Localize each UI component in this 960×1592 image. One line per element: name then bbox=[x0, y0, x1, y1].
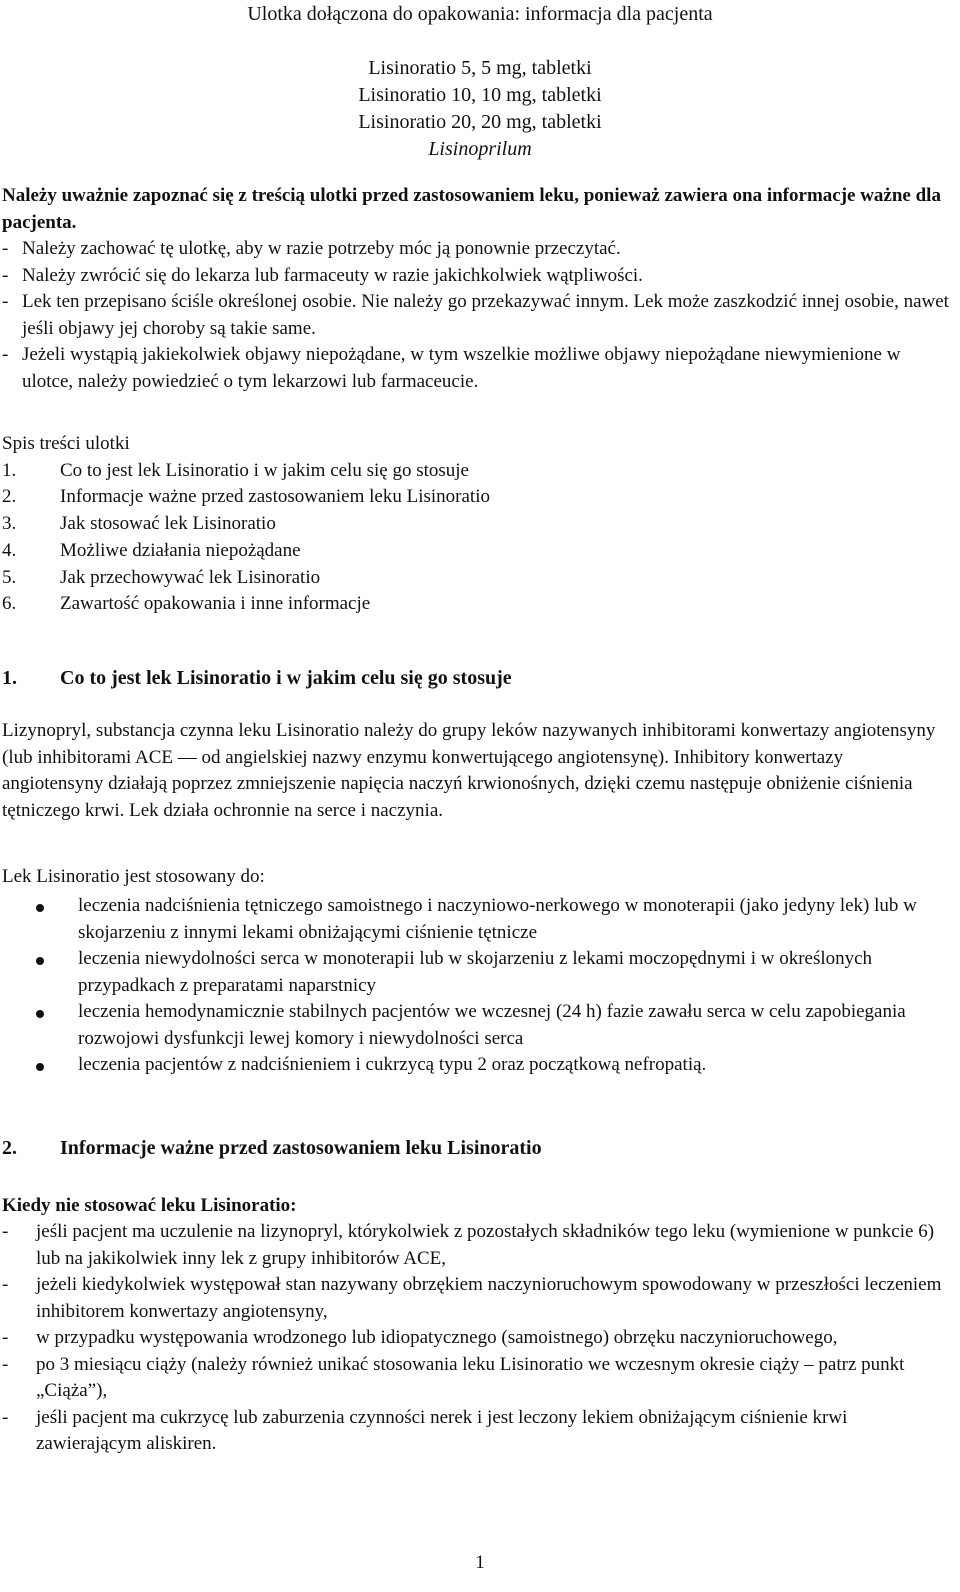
warning-item: - Należy zwrócić się do lekarza lub farmaceuty w razie jakichkolwiek wątpliwości. bbox=[2, 264, 643, 286]
product-line: Lisinoratio 10, 10 mg, tabletki bbox=[358, 84, 602, 106]
product-names bbox=[0, 55, 960, 163]
bullet-icon bbox=[36, 957, 44, 965]
list-item: - jeżeli kiedykolwiek występował stan nazywany obrzękiem naczynioruchowym spowodowany w przeszłości leczeniem inhibitorem konwertazy angiotensyny, bbox=[2, 1274, 942, 1322]
leaflet-title: Ulotka dołączona do opakowania: informacja dla pacjenta bbox=[247, 3, 713, 25]
bullet-icon bbox=[36, 1063, 44, 1071]
table-of-contents bbox=[2, 431, 490, 618]
product-line: Lisinoratio 5, 5 mg, tabletki bbox=[368, 57, 592, 79]
list-item: - w przypadku występowania wrodzonego lub idiopatycznego (samoistnego) obrzęku naczynioruchowego, bbox=[2, 1327, 838, 1348]
section-2-heading: 2. Informacje ważne przed zastosowaniem leku Lisinoratio bbox=[2, 1137, 542, 1159]
when-not-heading: Kiedy nie stosować leku Lisinoratio: bbox=[2, 1195, 297, 1216]
list-item: leczenia hemodynamicznie stabilnych pacjentów we wczesnej (24 h) fazie zawału serca w celu zapobiegania rozwojowi dysfunkcji lewej komory i niewydolności serca bbox=[0, 999, 945, 1052]
bullet-icon bbox=[36, 904, 44, 912]
list-item: - jeśli pacjent ma cukrzycę lub zaburzenia czynności nerek i jest leczony lekiem obniżającym ciśnienie krwi zawierającym aliskiren. bbox=[2, 1406, 848, 1454]
toc-item: 4. Możliwe działania niepożądane bbox=[2, 539, 301, 561]
bullet-icon bbox=[36, 1010, 44, 1018]
section-1-paragraph: Lizynopryl, substancja czynna leku Lisinoratio należy do grupy leków nazywanych inhibitorami konwertazy angiotensyny (lub inhibitorami ACE — od angielskiej nazwy enzymu konwertującego angiotensynę). Inhibitory konwertazy angiotensyny działają poprzez zmniejszenie napięcia naczyń krwionośnych, dzięki czemu następuje obniżenie ciśnienia tętniczego krwi. Lek działa ochronnie na serce i naczynia. bbox=[2, 720, 936, 821]
toc-item: 2. Informacje ważne przed zastosowaniem leku Lisinoratio bbox=[2, 486, 490, 508]
toc-item: 6. Zawartość opakowania i inne informacje bbox=[2, 593, 371, 615]
toc-item: 1. Co to jest lek Lisinoratio i w jakim celu się go stosuje bbox=[2, 459, 469, 481]
warning-block bbox=[2, 183, 952, 395]
uses-list bbox=[0, 893, 945, 1079]
list-item: - po 3 miesiącu ciąży (należy również unikać stosowania leku Lisinoratio we wczesnym okresie ciąży – patrz punkt „Ciąża”), bbox=[2, 1353, 905, 1401]
toc-item: 5. Jak przechowywać lek Lisinoratio bbox=[2, 566, 321, 588]
list-item: leczenia pacjentów z nadciśnieniem i cukrzycą typu 2 oraz początkową nefropatią. bbox=[0, 1052, 945, 1079]
uses-intro: Lek Lisinoratio jest stosowany do: bbox=[2, 866, 265, 887]
page-number: 1 bbox=[475, 1552, 485, 1573]
list-item: leczenia niewydolności serca w monoterapii lub w skojarzeniu z lekami moczopędnymi i w określonych przypadkach z preparatami naparstnicy bbox=[0, 946, 945, 999]
toc-item: 3. Jak stosować lek Lisinoratio bbox=[2, 513, 276, 535]
list-item: leczenia nadciśnienia tętniczego samoistnego i naczyniowo-nerkowego w monoterapii (jako jedyny lek) lub w skojarzeniu z innymi lekami obniżającymi ciśnienie tętnicze bbox=[0, 893, 945, 946]
warning-item: - Jeżeli wystąpią jakiekolwiek objawy niepożądane, w tym wszelkie możliwe objawy niepożądane niewymienione w ulotce, należy powiedzieć o tym lekarzowi lub farmaceucie. bbox=[2, 344, 901, 392]
section-1-heading: 1. Co to jest lek Lisinoratio i w jakim celu się go stosuje bbox=[2, 667, 512, 689]
contraindications-list bbox=[2, 1219, 942, 1458]
warning-intro: Należy uważnie zapoznać się z treścią ulotki przed zastosowaniem leku, ponieważ zawiera ona informacje ważne dla pacjenta. bbox=[2, 185, 941, 233]
list-item: - jeśli pacjent ma uczulenie na lizynopryl, którykolwiek z pozostałych składników tego leku (wymienione w punkcie 6) lub na jakikolwiek inny lek z grupy inhibitorów ACE, bbox=[2, 1221, 935, 1269]
product-line: Lisinoratio 20, 20 mg, tabletki bbox=[358, 111, 602, 133]
inn-name: Lisinoprilum bbox=[428, 138, 532, 160]
warning-item: - Należy zachować tę ulotkę, aby w razie potrzeby móc ją ponownie przeczytać. bbox=[2, 238, 621, 259]
warning-list bbox=[2, 236, 952, 395]
toc-heading: Spis treści ulotki bbox=[2, 433, 130, 454]
warning-item: - Lek ten przepisano ściśle określonej osobie. Nie należy go przekazywać innym. Lek może zaszkodzić innej osobie, nawet jeśli objawy jej choroby są takie same. bbox=[2, 291, 949, 339]
